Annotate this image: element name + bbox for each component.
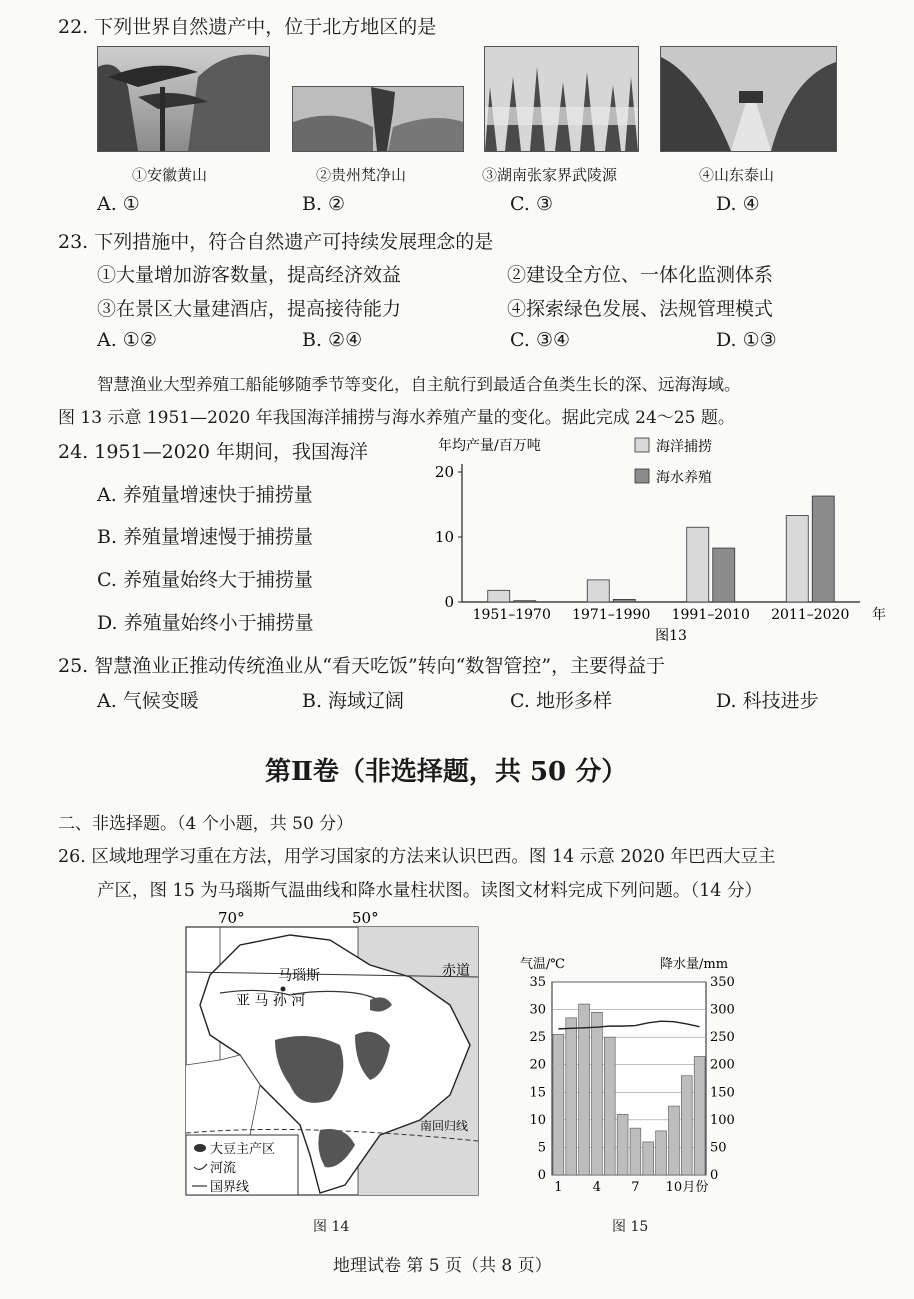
fig13-y-tick-label: 0 (444, 593, 454, 611)
fig15-temp-tick: 5 (537, 1140, 546, 1156)
tropic-label: 南回归线 (420, 1119, 469, 1133)
fig15-precip-tick: 250 (710, 1030, 735, 1046)
fig15-month-tick: 10 (665, 1180, 683, 1195)
fig15-temp-tick: 30 (529, 1002, 546, 1018)
q25-option-a[interactable]: A. 气候变暖 (97, 690, 199, 712)
fig13-x-axis-label: 年 (872, 607, 886, 623)
legend-soybean-label: 大豆主产区 (210, 1142, 276, 1157)
q22-option-c[interactable]: C. ③ (510, 193, 553, 215)
fig14-caption: 图 14 (313, 1219, 350, 1235)
q24-option-b[interactable]: B. 养殖量增速慢于捕捞量 (97, 526, 314, 548)
fig15-month-tick: 7 (631, 1180, 640, 1195)
q26-line-1: 26. 区域地理学习重在方法，用学习国家的方法来认识巴西。图 14 示意 2020 年巴西大豆主 (58, 847, 776, 867)
fig13-bar-fishing (587, 580, 609, 602)
q23-item-3: ③在景区大量建酒店，提高接待能力 (97, 298, 402, 320)
fig15-precip-bar (643, 1142, 654, 1175)
fig13-title: 图13 (655, 628, 687, 644)
fig13-bar-fishing (687, 527, 709, 602)
fig13-x-tick-label: 1991–2010 (671, 607, 750, 623)
fig15-precip-tick: 100 (710, 1112, 735, 1128)
fig13-bar-aquaculture (812, 496, 834, 602)
fig13-x-tick-label: 1951–1970 (472, 607, 551, 623)
fig13-legend-swatch (635, 438, 649, 452)
caption-fanjingshan: ②贵州梵净山 (316, 166, 407, 184)
fig15-precip-tick: 50 (710, 1140, 727, 1156)
fig15-precip-bar (617, 1114, 628, 1175)
fig13-legend-label: 海水养殖 (656, 470, 712, 486)
fig13-legend-swatch (635, 469, 649, 483)
caption-taishan: ④山东泰山 (699, 166, 775, 184)
passage-line-1: 智慧渔业大型养殖工船能够随季节等变化，自主航行到最适合鱼类生长的深、远海海域。 (97, 375, 741, 394)
fig15-precip-bar (579, 1004, 590, 1175)
fig15-precip-bar (656, 1131, 667, 1175)
page-footer: 地理试卷 第 5 页（共 8 页） (333, 1256, 552, 1276)
legend-river-label: 河流 (210, 1161, 237, 1176)
fig15-month-unit: 月份 (682, 1180, 709, 1195)
fig15-temp-tick: 20 (529, 1057, 546, 1073)
fig15-caption: 图 15 (612, 1219, 649, 1235)
wulingyuan-photo (484, 46, 639, 152)
legend-border-label: 国界线 (210, 1180, 250, 1195)
fig15-month-tick: 4 (592, 1180, 602, 1195)
amazon-river-label: 亚 马 孙 河 (236, 993, 306, 1009)
q23-item-4: ④探索绿色发展、法规管理模式 (507, 298, 774, 320)
temperature-axis-label: 气温/℃ (520, 957, 565, 972)
fig13-legend-label: 海洋捕捞 (656, 439, 712, 455)
fig13-y-tick-label: 20 (434, 463, 454, 481)
q23-stem: 23. 下列措施中，符合自然遗产可持续发展理念的是 (58, 231, 494, 253)
fig13-y-tick-label: 10 (434, 528, 454, 546)
q22-option-d[interactable]: D. ④ (716, 193, 760, 215)
q25-stem: 25. 智慧渔业正推动传统渔业从“看天吃饭”转向“数智管控”，主要得益于 (58, 655, 666, 677)
q24-option-c[interactable]: C. 养殖量始终大于捕捞量 (97, 569, 313, 591)
q22-option-b[interactable]: B. ② (302, 193, 346, 215)
longitude-50-label: 50° (352, 909, 379, 927)
fig15-precip-bar (630, 1128, 641, 1175)
huangshan-photo (97, 46, 270, 152)
q23-option-c[interactable]: C. ③④ (510, 329, 571, 351)
section-title: 第Ⅱ卷（非选择题，共 50 分） (265, 757, 628, 787)
fig15-precip-tick: 350 (710, 975, 735, 990)
passage-line-2: 图 13 示意 1951—2020 年我国海洋捕捞与海水养殖产量的变化。据此完成 24～25 题。 (58, 408, 735, 428)
fig13-x-tick-label: 1971–1990 (572, 607, 651, 623)
fig13-bar-fishing (786, 516, 808, 602)
fig13-y-axis-label: 年均产量/百万吨 (438, 438, 541, 454)
q24-option-a[interactable]: A. 养殖量增速快于捕捞量 (97, 484, 313, 506)
q25-option-b[interactable]: B. 海域辽阔 (302, 690, 405, 712)
fig15-temp-tick: 10 (529, 1112, 546, 1128)
q23-item-1: ①大量增加游客数量，提高经济效益 (97, 264, 402, 286)
q22-stem: 22. 下列世界自然遗产中，位于北方地区的是 (58, 16, 437, 38)
fig15-precip-bar (592, 1012, 603, 1175)
manaus-label: 马瑙斯 (278, 968, 320, 984)
fig14-brazil-map (180, 905, 485, 1200)
fig13-bar-aquaculture (514, 601, 536, 602)
caption-wulingyuan: ③湖南张家界武陵源 (482, 166, 618, 184)
fig15-precip-bar (669, 1106, 680, 1175)
fig15-precip-bar (553, 1034, 564, 1175)
fig15-precip-tick: 200 (710, 1057, 735, 1073)
q23-option-d[interactable]: D. ①③ (716, 329, 777, 351)
taishan-photo (660, 46, 837, 152)
q23-option-a[interactable]: A. ①② (97, 329, 157, 351)
q22-option-a[interactable]: A. ① (97, 193, 140, 215)
section-subtitle: 二、非选择题。（4 个小题，共 50 分） (58, 814, 354, 834)
q23-option-b[interactable]: B. ②④ (302, 329, 363, 351)
q24-stem: 24. 1951—2020 年期间，我国海洋 (58, 441, 369, 463)
fig15-precip-tick: 0 (710, 1168, 719, 1183)
equator-label: 赤道 (442, 963, 470, 979)
q23-item-2: ②建设全方位、一体化监测体系 (507, 264, 774, 286)
fig15-precip-bar (681, 1076, 692, 1175)
fig15-month-tick: 1 (554, 1180, 563, 1195)
fig15-climate-chart (510, 950, 750, 1205)
fig13-bar-chart (420, 430, 890, 645)
fig13-x-tick-label: 2011–2020 (771, 607, 850, 623)
fig15-temp-tick: 35 (529, 975, 546, 990)
longitude-70-label: 70° (218, 909, 245, 927)
fig15-precip-bar (566, 1018, 577, 1175)
q25-option-c[interactable]: C. 地形多样 (510, 690, 612, 712)
fig15-precip-tick: 150 (710, 1085, 735, 1101)
precipitation-axis-label: 降水量/mm (660, 957, 729, 972)
legend-soybean-symbol (194, 1144, 206, 1152)
fig15-temp-tick: 0 (537, 1168, 546, 1183)
fig15-precip-bar (694, 1056, 705, 1175)
caption-huangshan: ①安徽黄山 (132, 166, 208, 184)
fig15-temp-tick: 25 (529, 1030, 546, 1046)
fig13-bar-aquaculture (613, 599, 635, 602)
q24-option-d[interactable]: D. 养殖量始终小于捕捞量 (97, 612, 314, 634)
q26-line-2: 产区，图 15 为马瑙斯气温曲线和降水量柱状图。读图文材料完成下列问题。（14 分） (97, 881, 762, 901)
fig15-precip-bar (604, 1037, 615, 1175)
fig13-bar-aquaculture (713, 548, 735, 602)
fig13-bar-fishing (488, 590, 510, 602)
q25-option-d[interactable]: D. 科技进步 (716, 690, 819, 712)
fig15-temp-tick: 15 (529, 1085, 546, 1101)
fanjingshan-photo (292, 86, 464, 152)
manaus-point (281, 987, 286, 992)
fig15-precip-tick: 300 (710, 1002, 735, 1018)
